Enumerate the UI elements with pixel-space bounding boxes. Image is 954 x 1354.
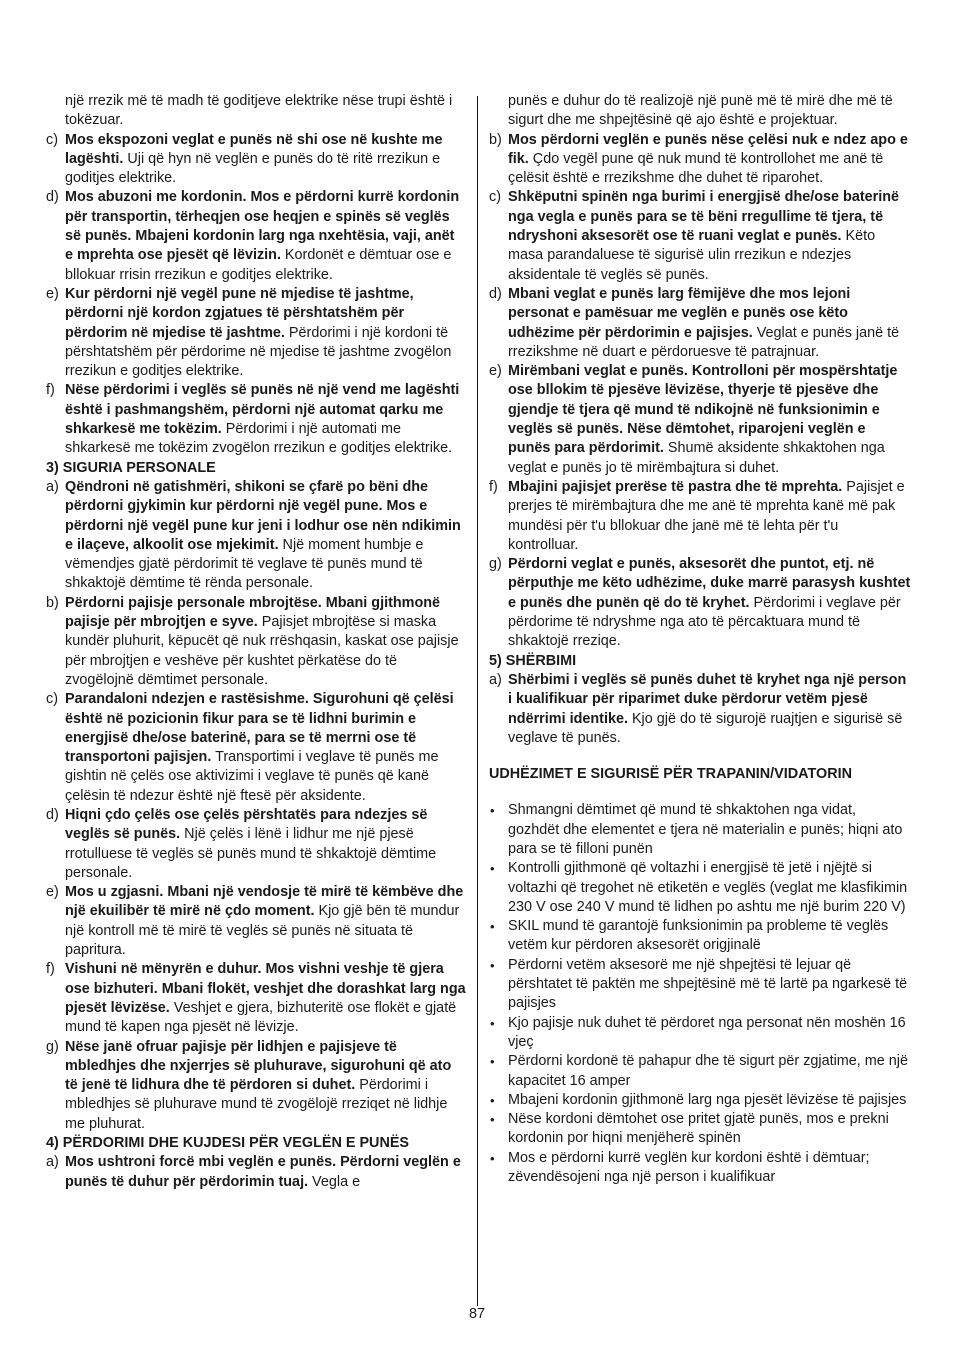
section-heading-tool-use-care: 4) PËRDORIMI DHE KUJDESI PËR VEGLËN E PUNËS: [46, 1135, 410, 1152]
item-bold-text: Kur përdorni një vegël pune në mjedise të jashtme, përdorni një kordon zgjatues të përshtatshëm për përdorim në mjedise të jashtme.: [65, 285, 414, 341]
list-item: [46, 285, 466, 381]
list-item: [489, 555, 911, 651]
item-text: Kjo gjë bën të mundur një kontroll më të mirë të veglës së punës në situata të papritura.: [65, 903, 460, 959]
item-text: Kordonët e dëmtuar ose e bllokuar rrisin rrezikun e goditjes elektrike.: [65, 247, 452, 283]
bullet-icon: •: [490, 803, 495, 819]
item-text: Veglat e punës janë të rrezikshme në duart e përdoruesve të patrajnuar.: [508, 324, 900, 360]
electrical-safety-list: [46, 131, 466, 459]
tool-use-care-list: [46, 1153, 466, 1192]
right-column: [489, 92, 911, 1187]
item-text: Shumë aksidente shkaktohen nga veglat e punës jo të mirëmbajtura si duhet.: [508, 440, 885, 476]
item-bold-text: Mos ushtroni forcë mbi veglën e punës. Përdorni veglën e punës të duhur për përdorimin tuaj.: [65, 1154, 461, 1190]
section-heading-service: 5) SHËRBIMI: [489, 652, 577, 669]
bullet-text: Mbajeni kordonin gjithmonë larg nga pjesët lëvizëse të pajisjes: [508, 1091, 907, 1108]
bullet-icon: •: [490, 957, 495, 973]
column-divider: [477, 96, 478, 1306]
bullet-icon: •: [490, 1112, 495, 1128]
bullet-text: Shmangni dëmtimet që mund të shkaktohen nga vidat, gozhdët dhe elementet e tjera në materialin e punës; hiqni ato para se të filloni punën: [508, 802, 903, 857]
item-label: g): [46, 1038, 59, 1055]
item-label: b): [46, 594, 59, 611]
item-label: e): [489, 363, 502, 380]
item-text: Këto masa parandaluese të sigurisë ulin rrezikun e ndezjes aksidentale të veglës së punës.: [508, 228, 876, 283]
item-bold-text: Nëse janë ofruar pajisje për lidhjen e pajisjeve të mbledhjes dhe nxjerrjes së pluhurave, sigurohuni që ato të jenë të lidhura dhe të përdoren si duhet.: [65, 1038, 452, 1094]
list-item: [489, 671, 911, 748]
item-text: Përdorimi i një kordoni të përshtatshëm për përdorime në mjedise të jashtme zvogëlon rrezikun e goditjes elektrike.: [65, 324, 452, 380]
item-label: f): [46, 961, 55, 978]
item-label: f): [489, 478, 498, 495]
left-column: [46, 92, 466, 1192]
item-text: Vegla e: [308, 1173, 361, 1190]
item-bold-text: Mos u zgjasni. Mbani një vendosje të mirë të këmbëve dhe një ekuilibër të mirë në çdo moment.: [65, 884, 464, 920]
item-bold-text: Shkëputni spinën nga burimi i energjisë dhe/ose baterinë nga vegla e punës para se të bëni rregullime të tjera, të ndryshoni aksesorët ose të ruani veglat e punës.: [508, 189, 900, 245]
item-text: Çdo vegël pune që nuk mund të kontrollohet me anë të çelësit është e rrezikshme dhe duhet të riparohet.: [508, 150, 884, 187]
list-item: [46, 594, 466, 690]
spacer: [489, 784, 911, 801]
service-list: [489, 671, 911, 748]
list-item: [46, 131, 466, 189]
item-bold-text: Mos ekspozoni veglat e punës në shi ose në kushte me lagështi.: [65, 131, 443, 167]
bullet-icon: •: [490, 1054, 495, 1070]
item-label: e): [46, 884, 59, 901]
bullet-item: [489, 801, 911, 859]
item-label: c): [489, 189, 501, 206]
list-item: [46, 806, 466, 883]
bullet-text: Përdorni kordonë të pahapur dhe të sigurt për zgjatime, me një kapacitet 16 amper: [508, 1053, 908, 1089]
item-text: Kjo gjë do të sigurojë ruajtjen e sigurisë së veglave të punës.: [508, 710, 903, 746]
list-item: [46, 381, 466, 458]
item-label: a): [46, 1154, 59, 1171]
list-item: [46, 960, 466, 1037]
section-heading-personal-safety: 3) SIGURIA PERSONALE: [46, 459, 216, 476]
page-number: 87: [468, 1306, 485, 1322]
bullet-text: Kontrolli gjithmonë që voltazhi i energjisë të jetë i njëjtë si voltazhi që tregohet në etiketën e veglës (veglat me klasfikimin 230 V ose 240 V mund të lidhen po ashtu me një burim 220 V): [508, 860, 908, 915]
bullet-icon: •: [490, 861, 495, 877]
bullet-item: [489, 1052, 911, 1091]
item-text: Përdorimi i veglave për përdorime të ndryshme nga ato të përcaktuara mund të shkaktojë rreziqe.: [508, 594, 901, 650]
drill-safety-bullets: [489, 801, 911, 1187]
item-bold-text: Përdorni veglat e punës, aksesorët dhe puntot, etj. në përputhje me këto udhëzime, duke marrë parasysh kushtet e punës dhe punën që do të kryhet.: [508, 556, 911, 611]
list-item: [46, 883, 466, 960]
item-bold-text: Shërbimi i veglës së punës duhet të kryhet nga një person i kualifikuar për riparimet duke përdorur vetëm pjesë ndërrimi identike.: [508, 671, 907, 727]
item-bold-text: Parandaloni ndezjen e rastësishme. Sigurohuni që çelësi është në pozicionin fikur para se të lidhni burimin e energjisë dhe/ose baterinë, para se të merrni ose të transportoni pajisjen.: [65, 691, 454, 766]
continuation-text: punës e duhur do të realizojë një punë më të mirë dhe më të sigurt dhe me shpejtësinë që ajo është e projektuar.: [508, 93, 893, 129]
bullet-item: [489, 859, 911, 917]
bullet-item: [489, 1091, 911, 1110]
item-bold-text: Mbajini pajisjet prerëse të pastra dhe të mprehta.: [508, 478, 843, 495]
item-text: Transportimi i veglave të punës me gishtin në çelës ose aktivizimi i veglave të punës që kanë çelësin të ndezur është një ftesë për aksidente.: [65, 749, 439, 804]
item-label: f): [46, 382, 55, 399]
spacer: [489, 748, 911, 765]
bullet-item: [489, 1014, 911, 1053]
bullet-text: Mos e përdorni kurrë veglën kur kordoni është i dëmtuar; zëvendësojeni nga një person i kualifikuar: [508, 1149, 870, 1186]
item-label: c): [46, 691, 58, 708]
item-text: Pajisjet mbrojtëse si maska kundër pluhurit, këpucët që nuk rrëshqasin, kaskat ose pajisje për mbrojtjen e veshëve për kushtet përkatëse do të zvogëlojnë dëmtimet personale.: [65, 614, 459, 688]
item-bold-text: Mbani veglat e punës larg fëmijëve dhe mos lejoni personat e pamësuar me veglën e punës ose këto udhëzime për përdorimin e pajisjes.: [508, 285, 851, 341]
list-item: [46, 478, 466, 594]
item-label: g): [489, 556, 502, 573]
item-bold-text: Qëndroni në gatishmëri, shikoni se çfarë po bëni dhe përdorni gjykimin kur përdorni një vegël pune. Mos e përdorni një vegël pune kur jeni i lodhur ose nën ndikimin e ilaçeve, alkoolit ose mjekimit.: [65, 478, 461, 553]
item-label: d): [489, 285, 502, 302]
list-item: [489, 285, 911, 362]
list-item: [46, 1153, 466, 1192]
bullet-item: [489, 1110, 911, 1149]
item-text: Një çelës i lënë i lidhur me një pjesë rrotulluese të veglës së punës mund të shkaktojë dëmtime personale.: [65, 826, 437, 881]
bullet-text: Nëse kordoni dëmtohet ose pritet gjatë punës, mos e prekni kordonin por hiqni menjëherë spinën: [508, 1111, 889, 1147]
bullet-text: SKIL mund të garantojë funksionimin pa probleme të veglës vetëm kur përdoren aksesorët origjinalë: [508, 918, 889, 954]
bullet-icon: •: [490, 1015, 495, 1031]
item-label: b): [489, 131, 502, 148]
bullet-icon: •: [490, 1092, 495, 1108]
list-item: [489, 362, 911, 478]
item-bold-text: Mos përdorni veglën e punës nëse çelësi nuk e ndez apo e fik.: [508, 131, 908, 167]
item-label: d): [46, 806, 59, 823]
bullet-icon: •: [490, 1150, 495, 1166]
item-text: Uji që hyn në veglën e punës do të ritë rrezikun e goditjes elektrike.: [65, 150, 441, 187]
item-label: c): [46, 131, 58, 148]
personal-safety-list: [46, 478, 466, 1134]
bullet-icon: •: [490, 919, 495, 935]
item-bold-text: Nëse përdorimi i veglës së punës në një vend me lagështi është i pashmangshëm, përdorni një automat qarku me shkarkesë me tokëzim.: [65, 382, 460, 438]
item-bold-text: Hiqni çdo çelës ose çelës përshtatës para ndezjes së veglës së punës.: [65, 806, 428, 843]
item-label: a): [46, 478, 59, 495]
item-bold-text: Përdorni pajisje personale mbrojtëse. Mbani gjithmonë pajisje për mbrojtjen e syve.: [65, 594, 441, 631]
list-item: [489, 131, 911, 189]
bullet-text: Kjo pajisje nuk duhet të përdoret nga personat nën moshën 16 vjeç: [508, 1014, 906, 1050]
item-label: d): [46, 189, 59, 206]
item-text: Një moment humbje e vëmendjes gjatë përdorimit të veglave të punës mund të shkaktojë dëmtime të rënda personale.: [65, 536, 424, 592]
list-item: [489, 478, 911, 555]
bullet-item: [489, 917, 911, 956]
item-bold-text: Mos abuzoni me kordonin. Mos e përdorni kurrë kordonin për transportin, tërheqjen ose heqjen e spinës së veglës së punës. Mbajeni kordonin larg nga nxehtësia, vaji, anët e mprehta ose pjesët që lëvizin.: [65, 189, 460, 264]
list-item: [46, 690, 466, 806]
item-bold-text: Vishuni në mënyrën e duhur. Mos vishni veshje të gjera ose bizhuteri. Mbani flokët, veshjet dhe dorashkat larg nga pjesët lëvizëse.: [65, 961, 466, 1016]
item-text: Përdorimi i një automati me shkarkesë me tokëzim zvogëlon rrezikun e goditjes elektrike.: [65, 421, 453, 457]
list-item: [46, 188, 466, 284]
item-label: a): [489, 671, 502, 688]
bullet-item: [489, 956, 911, 1014]
bullet-item: [489, 1149, 911, 1188]
item-bold-text: Mirëmbani veglat e punës. Kontrolloni për mospërshtatje ose bllokim të pjesëve lëvizëse, thyerje të pjesëve dhe gjendje të tjera që mund të ndikojnë në funksionimin e veglës së punës. Nëse dëmtohet, riparojeni veglën e punës para përdorimit.: [508, 363, 898, 457]
list-item: [489, 188, 911, 284]
item-text: Veshjet e gjera, bizhuteritë ose flokët e gjatë mund të kapen nga pjesët në lëvizje.: [65, 999, 457, 1036]
item-text: Përdorimi i mbledhjes së pluhurave mund të zvogëlojë rreziqet në lidhje me pluhurat.: [65, 1077, 448, 1132]
item-text: Pajisjet e prerjes të mirëmbajtura dhe me anë të mprehta kanë më pak mundësi për t'u bllokuar dhe janë më të lehta për t'u kontrolluar.: [508, 478, 905, 553]
list-item: [46, 1038, 466, 1134]
drill-safety-title: UDHËZIMET E SIGURISË PËR TRAPANIN/VIDATORIN: [489, 766, 852, 783]
bullet-text: Përdorni vetëm aksesorë me një shpejtësi të lejuar që përshtatet të paktën me shpejtësinë më të lartë pa ngarkesë të pajisjes: [508, 956, 908, 1012]
item-label: e): [46, 285, 59, 302]
tool-use-care-list-continued: [489, 131, 911, 652]
intro-text: një rrezik më të madh të goditjeve elektrike nëse trupi është i tokëzuar.: [65, 93, 453, 129]
